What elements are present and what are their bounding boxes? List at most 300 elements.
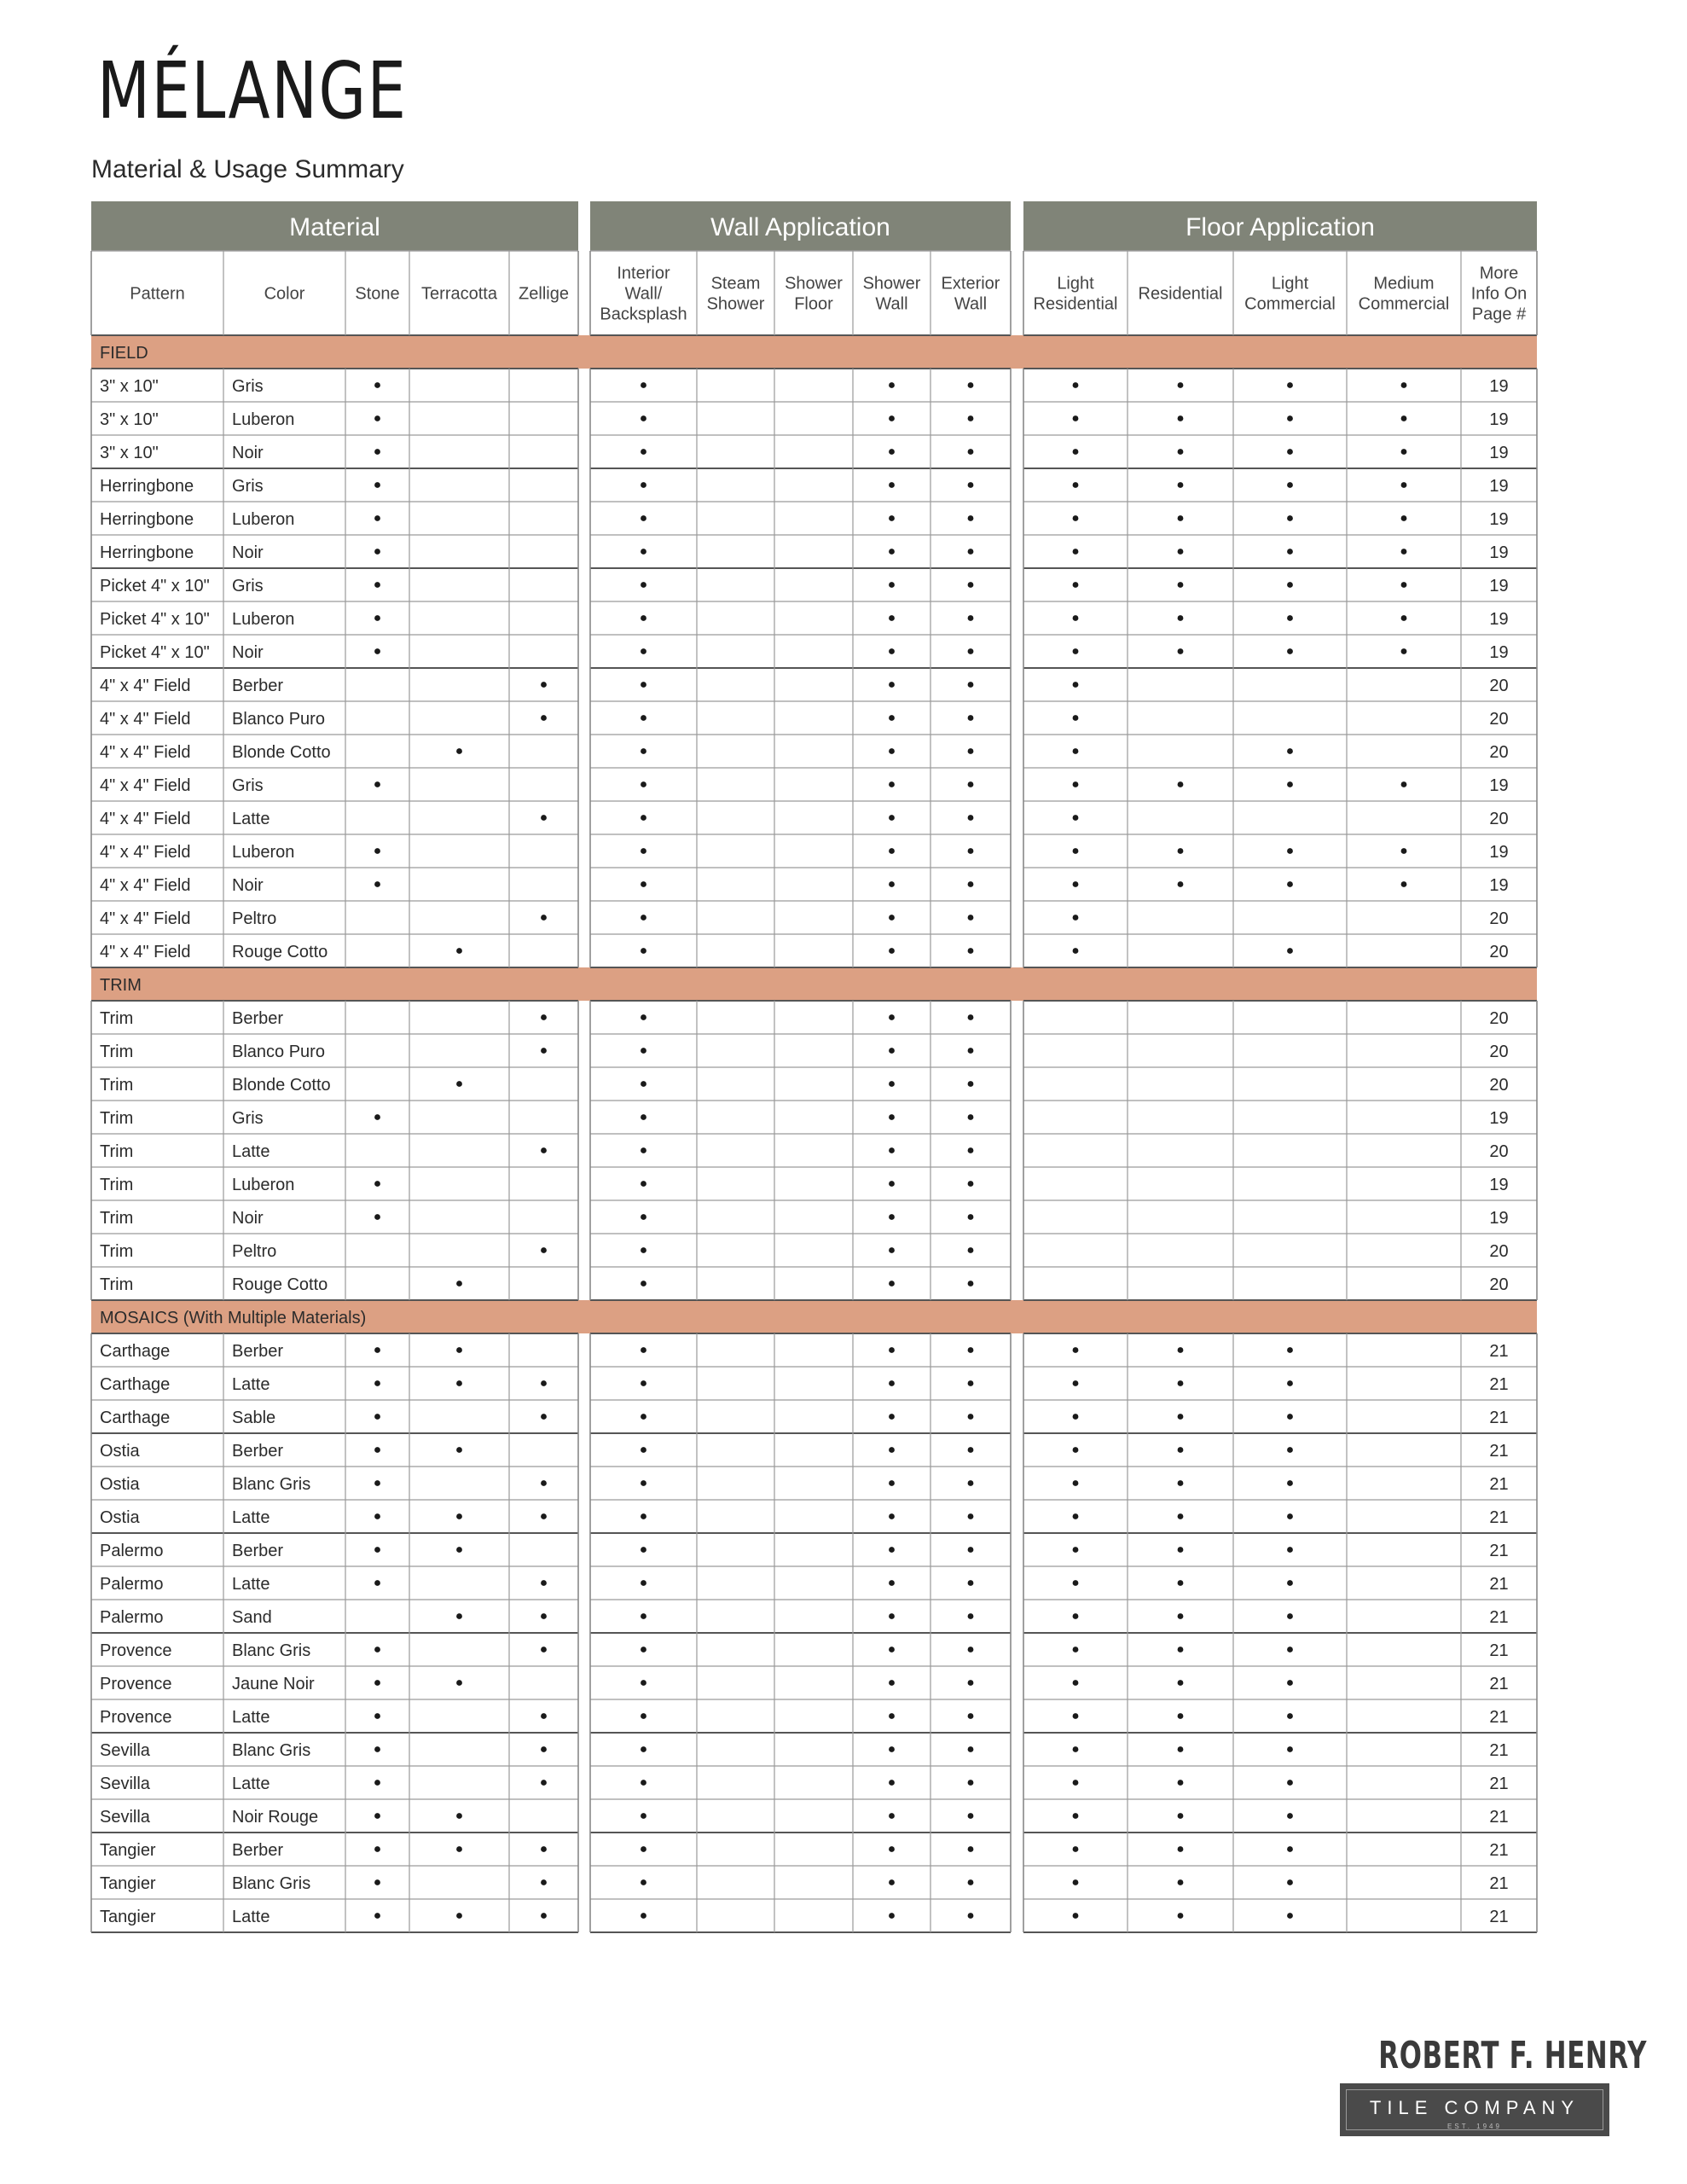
bullet-mark [374, 1680, 380, 1686]
bullet-mark [374, 449, 380, 455]
bullet-mark [968, 1247, 974, 1253]
bullet-mark [641, 549, 646, 555]
bullet-mark [889, 781, 895, 787]
bullet-mark [1287, 748, 1293, 754]
color-cell: Noir [232, 543, 264, 562]
pattern-cell: 4" x 4" Field [100, 743, 191, 762]
bullet-mark [968, 1380, 974, 1386]
bullet-mark [1073, 815, 1079, 821]
color-cell: Berber [232, 1841, 284, 1860]
bullet-mark [968, 1014, 974, 1020]
bullet-mark [1287, 1813, 1293, 1819]
pattern-cell: Trim [100, 1076, 134, 1095]
page-number-cell: 21 [1489, 1675, 1509, 1693]
bullet-mark [641, 1480, 646, 1486]
bullet-mark [889, 582, 895, 588]
bullet-mark [1073, 1846, 1079, 1852]
bullet-mark [1287, 1513, 1293, 1519]
bullet-mark [1073, 1746, 1079, 1752]
bullet-mark [374, 1513, 380, 1519]
page-subtitle: Material & Usage Summary [91, 155, 404, 183]
bullet-mark [641, 682, 646, 688]
pattern-cell: 4" x 4" Field [100, 843, 191, 862]
bullet-mark [641, 1081, 646, 1087]
bullet-mark [1073, 915, 1079, 921]
bullet-mark [1073, 615, 1079, 621]
bullet-mark [641, 1147, 646, 1153]
bullet-mark [374, 482, 380, 488]
page-number-cell: 19 [1489, 410, 1509, 429]
pattern-cell: 4" x 4" Field [100, 876, 191, 895]
column-header-label: Color [264, 284, 305, 304]
bullet-mark [968, 1647, 974, 1653]
bullet-mark [968, 1547, 974, 1553]
column-header-label: Wall [954, 294, 988, 314]
bullet-mark [641, 382, 646, 388]
page-number-cell: 20 [1489, 1043, 1509, 1061]
color-cell: Berber [232, 1442, 284, 1461]
bullet-mark [1287, 1347, 1293, 1353]
bullet-mark [641, 1447, 646, 1453]
pattern-cell: 4" x 4" Field [100, 943, 191, 961]
color-cell: Latte [232, 1708, 270, 1727]
page-number-cell: 21 [1489, 1708, 1509, 1727]
bullet-mark [1073, 848, 1079, 854]
pattern-cell: Provence [100, 1641, 172, 1660]
bullet-mark [374, 1380, 380, 1386]
pattern-cell: Picket 4" x 10" [100, 610, 210, 629]
group-header-label: Floor Application [1186, 213, 1375, 241]
bullet-mark [1178, 1846, 1184, 1852]
column-header-label: Stone [355, 284, 400, 304]
bullet-mark [374, 382, 380, 388]
bullet-mark [374, 1414, 380, 1420]
bullet-mark [456, 1547, 462, 1553]
column-header-label: Wall [875, 294, 908, 314]
bullet-mark [889, 1081, 895, 1087]
pattern-cell: Picket 4" x 10" [100, 577, 210, 595]
page-number-cell: 19 [1489, 543, 1509, 562]
color-cell: Peltro [232, 909, 277, 928]
bullet-mark [641, 1647, 646, 1653]
page-number-cell: 21 [1489, 1409, 1509, 1427]
bullet-mark [1401, 382, 1407, 388]
pattern-cell: Palermo [100, 1608, 164, 1627]
bullet-mark [1287, 648, 1293, 654]
color-cell: Blanc Gris [232, 1641, 311, 1660]
pattern-cell: Tangier [100, 1841, 156, 1860]
bullet-mark [889, 1879, 895, 1885]
bullet-mark [374, 415, 380, 421]
color-cell: Luberon [232, 843, 295, 862]
bullet-mark [1178, 848, 1184, 854]
color-cell: Berber [232, 1009, 284, 1028]
color-cell: Latte [232, 1575, 270, 1594]
bullet-mark [641, 1380, 646, 1386]
bullet-mark [1178, 549, 1184, 555]
bullet-mark [1287, 848, 1293, 854]
bullet-mark [1178, 1414, 1184, 1420]
bullet-mark [889, 515, 895, 521]
pattern-cell: 4" x 4" Field [100, 810, 191, 828]
color-cell: Jaune Noir [232, 1675, 315, 1693]
group-header-label: Material [289, 213, 380, 241]
pattern-cell: 3" x 10" [100, 410, 159, 429]
bullet-mark [968, 1414, 974, 1420]
bullet-mark [456, 1813, 462, 1819]
section-header-label: MOSAICS (With Multiple Materials) [100, 1309, 367, 1327]
bullet-mark [889, 382, 895, 388]
bullet-mark [541, 1048, 547, 1054]
bullet-mark [968, 1846, 974, 1852]
bullet-mark [374, 615, 380, 621]
page-number-cell: 20 [1489, 1009, 1509, 1028]
bullet-mark [641, 1414, 646, 1420]
bullet-mark [1073, 1347, 1079, 1353]
color-cell: Luberon [232, 610, 295, 629]
bullet-mark [889, 1913, 895, 1919]
color-cell: Blonde Cotto [232, 743, 331, 762]
bullet-mark [889, 748, 895, 754]
page-number-cell: 21 [1489, 1575, 1509, 1594]
bullet-mark [1178, 1380, 1184, 1386]
bullet-mark [641, 1014, 646, 1020]
bullet-mark [1287, 1680, 1293, 1686]
pattern-cell: Ostia [100, 1508, 140, 1527]
bullet-mark [541, 1713, 547, 1719]
page-number-cell: 19 [1489, 1176, 1509, 1194]
bullet-mark [641, 715, 646, 721]
section-header-bg [91, 967, 1537, 1001]
bullet-mark [374, 1913, 380, 1919]
bullet-mark [968, 1114, 974, 1120]
color-cell: Gris [232, 477, 264, 496]
bullet-mark [889, 848, 895, 854]
bullet-mark [889, 415, 895, 421]
bullet-mark [968, 1713, 974, 1719]
bullet-mark [1287, 449, 1293, 455]
bullet-mark [541, 715, 547, 721]
bullet-mark [374, 515, 380, 521]
column-header-label: Zellige [519, 284, 569, 304]
page-number-cell: 21 [1489, 1874, 1509, 1893]
pattern-cell: Trim [100, 1109, 134, 1128]
bullet-mark [1073, 1513, 1079, 1519]
page-number-cell: 19 [1489, 444, 1509, 462]
color-cell: Noir Rouge [232, 1808, 319, 1827]
bullet-mark [1287, 1879, 1293, 1885]
color-cell: Gris [232, 577, 264, 595]
bullet-mark [1073, 1780, 1079, 1786]
bullet-mark [456, 1081, 462, 1087]
bullet-mark [889, 1813, 895, 1819]
bullet-mark [1073, 748, 1079, 754]
bullet-mark [456, 1347, 462, 1353]
bullet-mark [1287, 582, 1293, 588]
bullet-mark [889, 1048, 895, 1054]
page-number-cell: 21 [1489, 1641, 1509, 1660]
page-number-cell: 19 [1489, 477, 1509, 496]
bullet-mark [374, 1447, 380, 1453]
color-cell: Latte [232, 1375, 270, 1394]
page-number-cell: 20 [1489, 677, 1509, 695]
bullet-mark [1073, 1647, 1079, 1653]
page-number-cell: 20 [1489, 810, 1509, 828]
page-number-cell: 19 [1489, 510, 1509, 529]
bullet-mark [641, 1913, 646, 1919]
section-header-bg [91, 335, 1537, 369]
section-header-label: TRIM [100, 976, 142, 995]
page-number-cell: 20 [1489, 1275, 1509, 1294]
color-cell: Peltro [232, 1242, 277, 1261]
pattern-cell: Ostia [100, 1442, 140, 1461]
bullet-mark [641, 1247, 646, 1253]
column-header-label: Shower [785, 274, 843, 293]
pattern-cell: Provence [100, 1708, 172, 1727]
bullet-mark [1401, 582, 1407, 588]
bullet-mark [889, 1014, 895, 1020]
bullet-mark [1073, 948, 1079, 954]
bullet-mark [374, 1347, 380, 1353]
bullet-mark [889, 1114, 895, 1120]
bullet-mark [641, 1613, 646, 1619]
bullet-mark [1178, 582, 1184, 588]
color-cell: Rouge Cotto [232, 943, 328, 961]
bullet-mark [968, 881, 974, 887]
bullet-mark [889, 549, 895, 555]
color-cell: Blanco Puro [232, 1043, 325, 1061]
page-number-cell: 20 [1489, 710, 1509, 729]
bullet-mark [374, 1547, 380, 1553]
bullet-mark [1178, 515, 1184, 521]
bullet-mark [641, 449, 646, 455]
bullet-mark [968, 1513, 974, 1519]
bullet-mark [456, 1513, 462, 1519]
color-cell: Latte [232, 1142, 270, 1161]
bullet-mark [1178, 382, 1184, 388]
bullet-mark [968, 1913, 974, 1919]
page-number-cell: 20 [1489, 1076, 1509, 1095]
bullet-mark [541, 1746, 547, 1752]
page-number-cell: 19 [1489, 610, 1509, 629]
bullet-mark [1073, 1580, 1079, 1586]
bullet-mark [541, 1647, 547, 1653]
color-cell: Luberon [232, 1176, 295, 1194]
bullet-mark [641, 615, 646, 621]
column-header-label: Pattern [130, 284, 185, 304]
column-header-label: Commercial [1358, 294, 1450, 314]
bullet-mark [1287, 1380, 1293, 1386]
page-number-cell: 21 [1489, 1908, 1509, 1926]
bullet-mark [1287, 881, 1293, 887]
pattern-cell: 4" x 4" Field [100, 776, 191, 795]
bullet-mark [1073, 1680, 1079, 1686]
bullet-mark [889, 648, 895, 654]
bullet-mark [1287, 415, 1293, 421]
page-number-cell: 19 [1489, 643, 1509, 662]
bullet-mark [1401, 648, 1407, 654]
bullet-mark [889, 1247, 895, 1253]
bullet-mark [541, 915, 547, 921]
pattern-cell: Carthage [100, 1375, 171, 1394]
page-number-cell: 19 [1489, 377, 1509, 396]
bullet-mark [1287, 1613, 1293, 1619]
bullet-mark [641, 781, 646, 787]
color-cell: Latte [232, 810, 270, 828]
pattern-cell: 4" x 4" Field [100, 909, 191, 928]
bullet-mark [1287, 1846, 1293, 1852]
bullet-mark [541, 1513, 547, 1519]
bullet-mark [1073, 415, 1079, 421]
bullet-mark [1287, 1913, 1293, 1919]
bullet-mark [1287, 781, 1293, 787]
pattern-cell: Trim [100, 1176, 134, 1194]
bullet-mark [968, 1081, 974, 1087]
page-number-cell: 19 [1489, 776, 1509, 795]
bullet-mark [641, 1713, 646, 1719]
bullet-mark [374, 881, 380, 887]
logo-established: EST. 1949 [1447, 2123, 1502, 2130]
bullet-mark [641, 648, 646, 654]
bullet-mark [1178, 449, 1184, 455]
bullet-mark [374, 1181, 380, 1187]
bullet-mark [968, 1613, 974, 1619]
page-number-cell: 21 [1489, 1741, 1509, 1760]
bullet-mark [1178, 615, 1184, 621]
page-number-cell: 21 [1489, 1608, 1509, 1627]
pattern-cell: 4" x 4" Field [100, 710, 191, 729]
page-number-cell: 21 [1489, 1508, 1509, 1527]
bullet-mark [1287, 1547, 1293, 1553]
pattern-cell: 3" x 10" [100, 377, 159, 396]
bullet-mark [968, 748, 974, 754]
bullet-mark [968, 1580, 974, 1586]
page-number-cell: 21 [1489, 1774, 1509, 1793]
color-cell: Blanc Gris [232, 1874, 311, 1893]
page-number-cell: 19 [1489, 1209, 1509, 1228]
bullet-mark [1287, 382, 1293, 388]
bullet-mark [968, 915, 974, 921]
pattern-cell: Tangier [100, 1874, 156, 1893]
bullet-mark [1287, 1713, 1293, 1719]
bullet-mark [968, 1680, 974, 1686]
bullet-mark [1073, 1813, 1079, 1819]
page-number-cell: 20 [1489, 909, 1509, 928]
bullet-mark [1287, 1414, 1293, 1420]
bullet-mark [541, 815, 547, 821]
bullet-mark [641, 948, 646, 954]
bullet-mark [968, 582, 974, 588]
bullet-mark [1178, 482, 1184, 488]
bullet-mark [889, 1746, 895, 1752]
pattern-cell: 4" x 4" Field [100, 677, 191, 695]
bullet-mark [541, 682, 547, 688]
bullet-mark [641, 1780, 646, 1786]
color-cell: Latte [232, 1774, 270, 1793]
bullet-mark [1073, 1380, 1079, 1386]
bullet-mark [641, 582, 646, 588]
bullet-mark [1401, 482, 1407, 488]
page-number-cell: 21 [1489, 1442, 1509, 1461]
color-cell: Blanc Gris [232, 1741, 311, 1760]
bullet-mark [541, 1147, 547, 1153]
bullet-mark [1073, 881, 1079, 887]
pattern-cell: Provence [100, 1675, 172, 1693]
bullet-mark [541, 1014, 547, 1020]
pattern-cell: 3" x 10" [100, 444, 159, 462]
page-number-cell: 20 [1489, 743, 1509, 762]
pattern-cell: Ostia [100, 1475, 140, 1494]
color-cell: Noir [232, 876, 264, 895]
color-cell: Latte [232, 1908, 270, 1926]
color-cell: Luberon [232, 410, 295, 429]
bullet-mark [1401, 549, 1407, 555]
bullet-mark [1073, 582, 1079, 588]
bullet-mark [1287, 615, 1293, 621]
bullet-mark [541, 1580, 547, 1586]
bullet-mark [889, 1281, 895, 1287]
bullet-mark [456, 748, 462, 754]
bullet-mark [889, 615, 895, 621]
logo-badge-border [1346, 2089, 1603, 2130]
page-number-cell: 19 [1489, 1109, 1509, 1128]
column-header-label: More [1479, 264, 1519, 283]
bullet-mark [1287, 1780, 1293, 1786]
pattern-cell: Herringbone [100, 543, 194, 562]
color-cell: Noir [232, 1209, 264, 1228]
bullet-mark [968, 682, 974, 688]
column-header-label: Residential [1138, 284, 1223, 304]
column-header-label: Shower [862, 274, 921, 293]
pattern-cell: Trim [100, 1009, 134, 1028]
bullet-mark [1178, 1480, 1184, 1486]
bullet-mark [1073, 1879, 1079, 1885]
bullet-mark [374, 1114, 380, 1120]
column-header-label: Commercial [1244, 294, 1336, 314]
bullet-mark [374, 1214, 380, 1220]
bullet-mark [1178, 1813, 1184, 1819]
bullet-mark [889, 1181, 895, 1187]
bullet-mark [374, 1713, 380, 1719]
bullet-mark [1073, 1713, 1079, 1719]
bullet-mark [1178, 1879, 1184, 1885]
bullet-mark [641, 1114, 646, 1120]
column-header-label: Page # [1471, 305, 1527, 324]
bullet-mark [968, 1181, 974, 1187]
bullet-mark [641, 1347, 646, 1353]
bullet-mark [968, 1780, 974, 1786]
bullet-mark [1073, 382, 1079, 388]
bullet-mark [374, 781, 380, 787]
bullet-mark [1287, 1447, 1293, 1453]
bullet-mark [374, 1480, 380, 1486]
color-cell: Blonde Cotto [232, 1076, 331, 1095]
bullet-mark [889, 948, 895, 954]
bullet-mark [1287, 515, 1293, 521]
bullet-mark [1178, 1913, 1184, 1919]
bullet-mark [889, 881, 895, 887]
bullet-mark [1401, 881, 1407, 887]
pattern-cell: Sevilla [100, 1774, 150, 1793]
bullet-mark [641, 1181, 646, 1187]
bullet-mark [1178, 881, 1184, 887]
bullet-mark [1073, 549, 1079, 555]
bullet-mark [1178, 1447, 1184, 1453]
logo-subtitle: TILE COMPANY [1369, 2097, 1580, 2118]
bullet-mark [1287, 1580, 1293, 1586]
bullet-mark [968, 715, 974, 721]
bullet-mark [641, 1214, 646, 1220]
